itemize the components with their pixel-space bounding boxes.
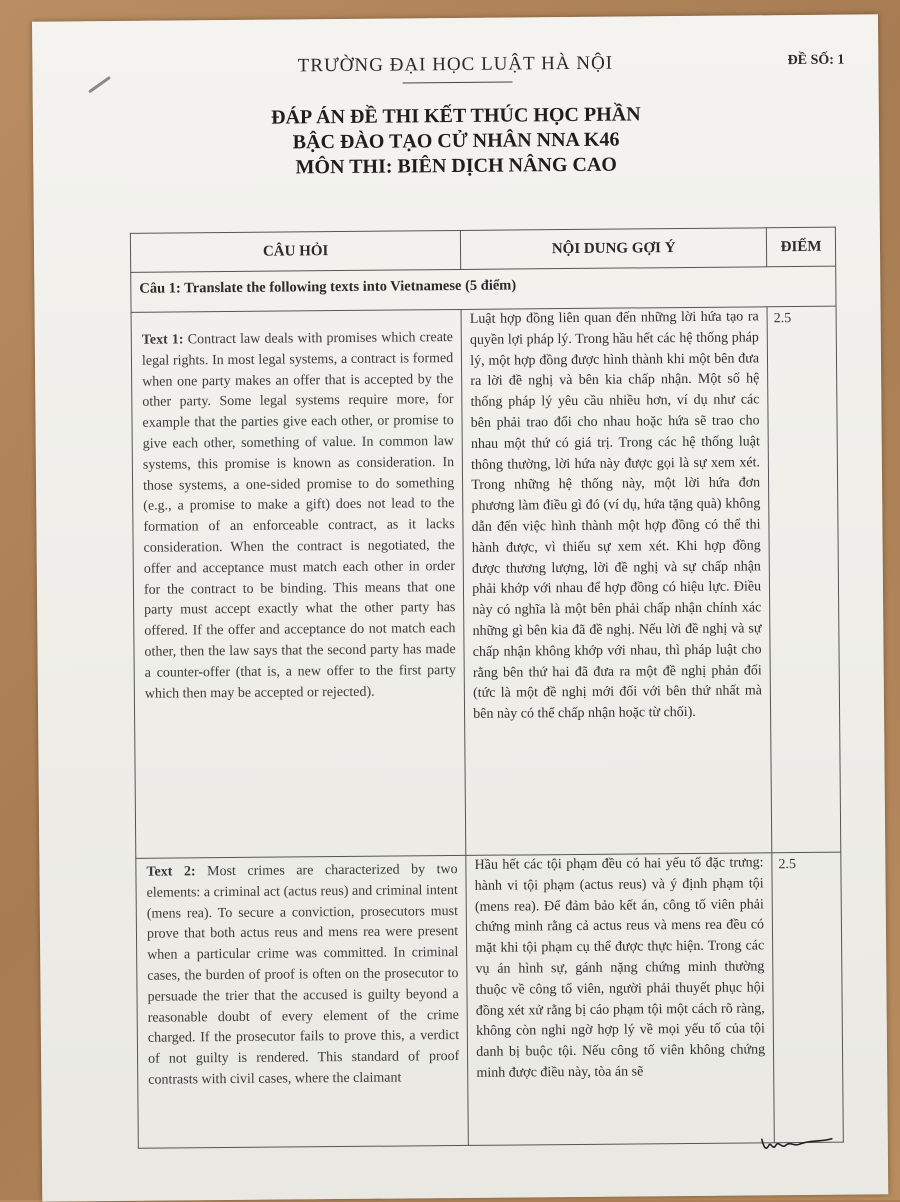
exam-title-line-2: BẬC ĐÀO TẠO CỬ NHÂN NNA K46 bbox=[292, 128, 620, 154]
text-1-label: Text 1: bbox=[141, 332, 184, 348]
table-row bbox=[136, 852, 844, 1148]
table-row bbox=[131, 306, 841, 858]
question-1-prompt: Câu 1: Translate the following texts into Vietnamese (5 điểm) bbox=[131, 266, 836, 312]
exam-title-line-1: ĐÁP ÁN ĐỀ THI KẾT THÚC HỌC PHẦN bbox=[271, 103, 641, 129]
text-2-source bbox=[136, 855, 469, 1148]
text-2-points: 2.5 bbox=[772, 852, 843, 1143]
text-1-points: 2.5 bbox=[767, 306, 841, 853]
school-underline bbox=[403, 82, 513, 84]
table-header-row bbox=[130, 227, 835, 272]
header-question: CÂU HỎI bbox=[130, 230, 461, 272]
handwritten-signature bbox=[758, 1131, 836, 1158]
header-suggested-content: NỘI DUNG GỢI Ý bbox=[461, 228, 767, 270]
question-1-row bbox=[131, 266, 836, 312]
exam-number: ĐỀ SỐ: 1 bbox=[787, 52, 845, 69]
text-1-question: Contract law deals with promises which create legal rights. In most legal systems, a contract is formed when one party makes an offer that is accepted by the other party. Some legal systems require more, for example that the parties give each other, or promise to give each other, something of value. In common law systems, this promise is known as consideration. In those systems, a one-sided promise to do something (e.g., a promise to make a gift) does not lead to the formation of an enforceable contract, as it lacks consideration. When the contract is negotiated, the offer and acceptance must match each other in order for the contract to be binding. This means that one party must accept exactly what the other party has offered. If the offer and acceptance do not match each other, then the law says that the second party has made a counter-offer (that is, a new offer to the first party which then may be accepted or rejected). bbox=[141, 330, 456, 702]
school-name: TRƯỜNG ĐẠI HỌC LUẬT HÀ NỘI bbox=[297, 52, 614, 77]
text-2-label: Text 2: bbox=[146, 864, 196, 880]
text-2-question: Most crimes are characterized by two elements: a criminal act (actus reus) and criminal intent (mens rea). To secure a conviction, prosecutors must prove that both actus reus and mens rea were present when a particular crime was committed. In criminal cases, the burden of proof is often on the prosecutor to persuade the trier that the accused is guilty beyond a reasonable doubt of every element of the crime charged. If the prosecutor fails to prove this, a verdict of not guilty is rendered. This standard of proof contrasts with civil cases, where the claimant bbox=[146, 862, 460, 1088]
exam-title-block bbox=[33, 100, 880, 182]
exam-title-line-3: MÔN THI: BIÊN DỊCH NÂNG CAO bbox=[295, 153, 618, 179]
text-1-source bbox=[131, 309, 466, 858]
text-1-answer: Luật hợp đồng liên quan đến những lời hứa tạo ra quyền lợi pháp lý. Trong hầu hết các hệ thống pháp lý, một hợp đồng được hình thành khi một bên đưa ra lời đề nghị và bên kia chấp nhận. Một số hệ thống pháp lý yêu cầu nhiều hơn, ví dụ như các bên phải trao đổi cho nhau hoặc hứa sẽ trao cho nhau một thứ có giá trị. Trong các hệ thống luật thông thường, lời hứa này được gọi là sự xem xét. Trong những hệ thống này, một lời hứa đơn phương làm điều gì đó (ví dụ, hứa tặng quà) không dẫn đến việc hình thành một hợp đồng có thể thi hành được, vì thiếu sự xem xét. Khi hợp đồng được thương lượng, lời đề nghị và sự chấp nhận phải khớp với nhau để hợp đồng có hiệu lực. Điều này có nghĩa là một bên phải chấp nhận chính xác những gì bên kia đã đề nghị. Nếu lời đề nghị và sự chấp nhận không khớp với nhau, thì pháp luật cho rằng bên thứ hai đã đưa ra một đề nghị phản đối (tức là một đề nghị mới đối với bên thứ nhất mà bên này có thể chấp nhận hoặc từ chối). bbox=[461, 307, 772, 856]
header-points: ĐIỂM bbox=[766, 227, 835, 267]
text-2-answer: Hầu hết các tội phạm đều có hai yếu tố đặc trưng: hành vi tội phạm (actus reus) và ý định phạm tội (mens rea). Để đảm bảo kết án, công tố viên phải chứng minh rằng cả actus reus và mens rea đều có mặt khi tội phạm cụ thể được thực hiện. Trong các vụ án hình sự, gánh nặng chứng minh thường thuộc về công tố viên, người phải thuyết phục hội đồng xét xử rằng bị cáo phạm tội một cách rõ ràng, không còn nghi ngờ hợp lý về mọi yếu tố của tội danh bị buộc tội. Nếu công tố viên không chứng minh được điều này, tòa án sẽ bbox=[466, 853, 774, 1146]
exam-answer-sheet bbox=[32, 14, 888, 1201]
answer-table bbox=[130, 227, 844, 1149]
